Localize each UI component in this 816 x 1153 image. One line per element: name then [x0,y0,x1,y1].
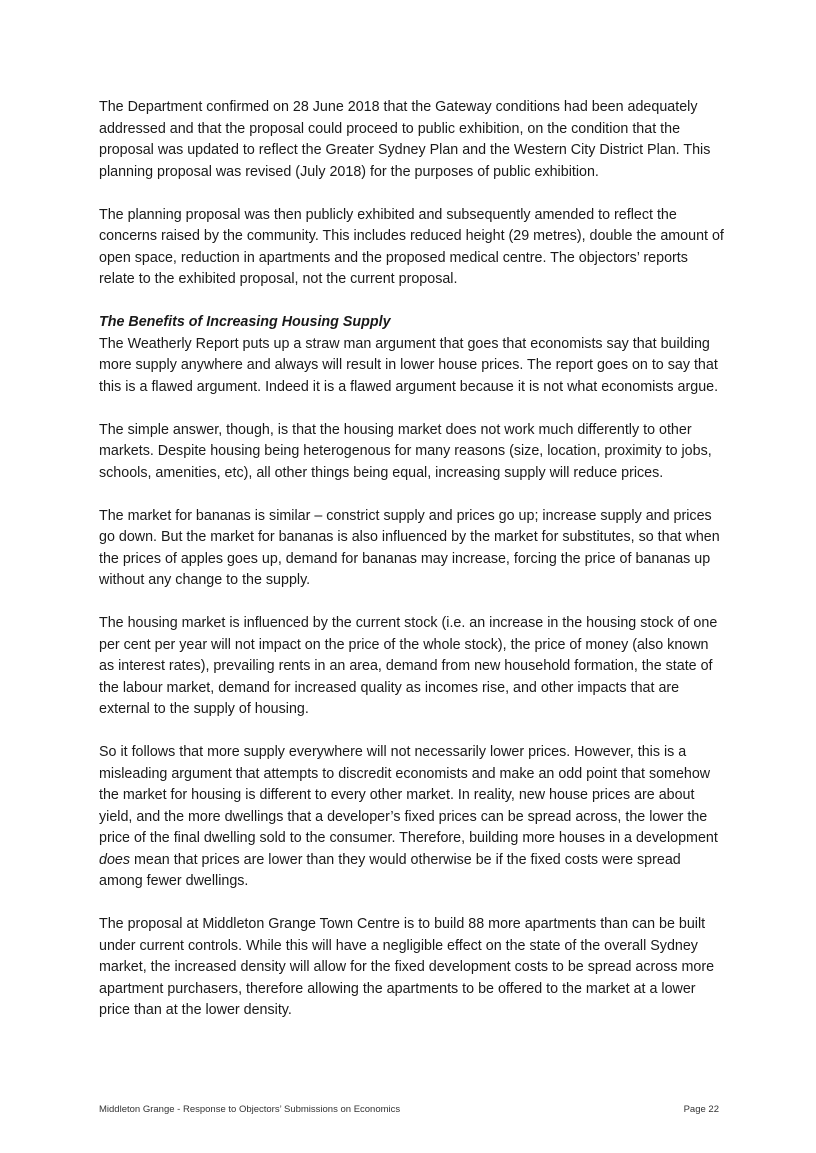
body-paragraph: The proposal at Middleton Grange Town Centre is to build 88 more apartments than can be built under current controls. While this will have a negligible effect on the state of the overall Sydney market, the increased density will allow for the fixed development costs to be spread across more apartment purchasers, therefore allowing the apartments to be offered to the market at a lower price than at the lower density. [99,916,715,1018]
body-paragraph-supply [99,742,724,893]
body-paragraph: The housing market is influenced by the current stock (i.e. an increase in the housing stock of one per cent per year will not impact on the price of the whole stock), the price of money (also known as interest rates), prevailing rents in an area, demand from new household formation, the state of the labour market, demand for increased quality as incomes rise, and other impacts that are external to the supply of housing. [99,615,718,717]
page-footer [99,1104,719,1115]
body-paragraph: The Department confirmed on 28 June 2018 that the Gateway conditions had been adequately addressed and that the proposal could proceed to public exhibition, on the condition that the proposal was updated to reflect the Greater Sydney Plan and the Western City District Plan. This planning proposal was revised (July 2018) for the purposes of public exhibition. [99,99,711,180]
body-paragraph: The simple answer, though, is that the housing market does not work much differently to other markets. Despite housing being heterogenous for many reasons (size, location, proximity to jobs, schools, amenities, etc), all other things being equal, increasing supply will reduce prices. [99,421,712,481]
section-heading: The Benefits of Increasing Housing Supply [99,314,391,330]
paragraph-text: So it follows that more supply everywhere will not necessarily lower prices. However, this is a misleading argument that attempts to discredit economists and make an odd point that somehow the market for housing is different to every other market. In reality, new house prices are about yield, and the more dwellings that a developer’s fixed prices can be spread across, the lower the price of the final dwelling sold to the consumer. Therefore, building more houses in a development [99,744,718,846]
body-paragraph: The planning proposal was then publicly exhibited and subsequently amended to reflect the concerns raised by the community. This includes reduced height (29 metres), double the amount of open space, reduction in apartments and the proposed medical centre. The objectors’ reports relate to the exhibited proposal, not the current proposal. [99,206,724,287]
paragraph-text: mean that prices are lower than they would otherwise be if the fixed costs were spread among fewer dwellings. [99,851,681,889]
footer-page-number: Page 22 [683,1104,719,1115]
body-paragraph: The market for bananas is similar – constrict supply and prices go up; increase supply and prices go down. But the market for bananas is also influenced by the market for substitutes, so that when the prices of apples goes up, demand for bananas may increase, forcing the price of bananas up without any change to the supply. [99,507,720,588]
body-paragraph: The Weatherly Report puts up a straw man argument that goes that economists say that building more supply anywhere and always will result in lower house prices. The report goes on to say that this is a flawed argument. Indeed it is a flawed argument because it is not what economists argue. [99,335,719,395]
emphasis-text: does [99,851,131,868]
footer-document-title: Middleton Grange - Response to Objectors’ Submissions on Economics [99,1104,401,1115]
document-body [99,97,724,1043]
